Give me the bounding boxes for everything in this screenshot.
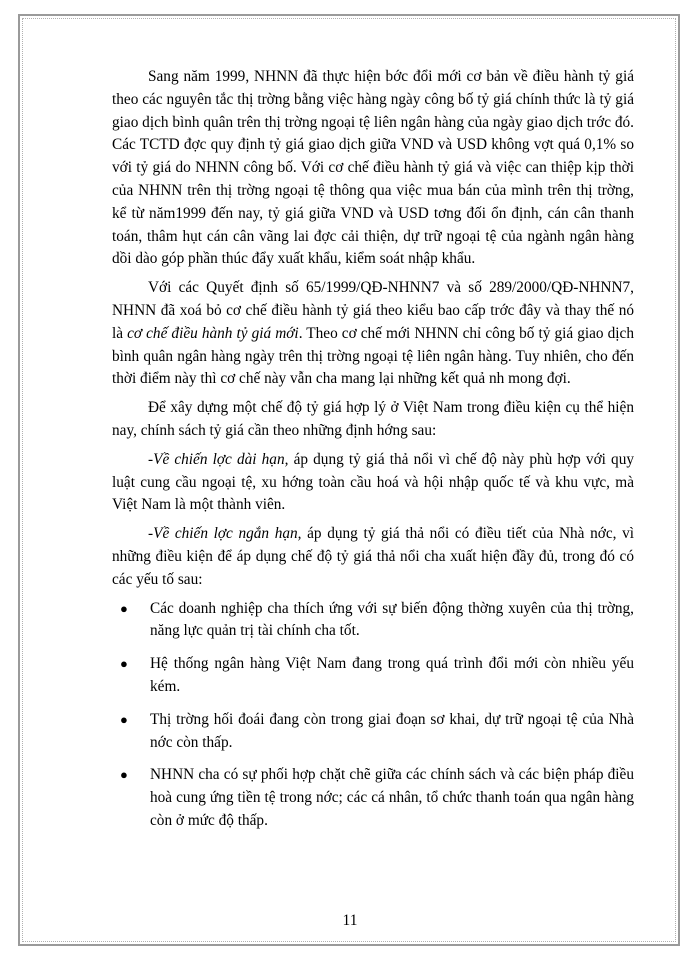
bullet-icon: ● (120, 600, 128, 616)
paragraph-long-term (112, 449, 634, 517)
list-item-text: NHNN cha có sự phối hợp chặt chẽ giữa các chính sách và các biện pháp điều hoà cung ứng tiền tệ trong nớc; các cá nhân, tổ chức thanh toán qua ngân hàng còn ở mức độ thấp. (150, 766, 634, 829)
factor-list (112, 598, 634, 833)
bullet-icon: ● (120, 711, 128, 727)
paragraph-short-term (112, 523, 634, 591)
list-item (112, 653, 634, 699)
short-term-heading: -Về chiến lợc ngắn hạn, (148, 525, 302, 543)
paragraph-orientation: Để xây dựng một chế độ tỷ giá hợp lý ở Việt Nam trong điều kiện cụ thể hiện nay, chính sách tỷ giá cần theo những định hớng sau: (112, 399, 634, 439)
list-item-text: Các doanh nghiệp cha thích ứng với sự biến động thờng xuyên của thị trờng, năng lực quản trị tài chính cha tốt. (150, 599, 634, 640)
list-item-text: Hệ thống ngân hàng Việt Nam đang trong quá trình đổi mới còn nhiều yếu kém. (150, 655, 634, 695)
page-number: 11 (342, 912, 358, 929)
paragraph-exchange-rate-1999: Sang năm 1999, NHNN đã thực hiện bớc đổi mới cơ bản về điều hành tỷ giá theo các nguyên tắc thị trờng bằng việc hàng ngày công bố tỷ giá chính thức là tỷ giá giao dịch bình quân trên thị trờng ngoại tệ liên ngân hàng của ngày giao dịch trớc đó. Các TCTD đợc quy định tỷ giá giao dịch giữa VND và USD không vợt quá 0,1% so với tỷ giá do NHNN công bố. Với cơ chế điều hành tỷ giá và việc can thiệp kịp thời của NHNN trên thị trờng ngoại tệ thông qua việc mua bán của mình trên thị trờng, kể từ năm1999 đến nay, tỷ giá giữa VND và USD tơng đối ổn định, cán cân thanh toán, thâm hụt cán cân vãng lai đợc cải thiện, dự trữ ngoại tệ của ngành ngân hàng dồi dào góp phần thúc đẩy xuất khẩu, kiểm soát nhập khẩu. (112, 68, 634, 268)
long-term-text: áp dụng tỷ giá thả nổi vì chế độ này phù hợp với quy luật cung cầu ngoại tệ, xu hớng toàn cầu hoá và hội nhập quốc tế và khu vực, mà Việt Nam là một thành viên. (112, 450, 635, 514)
list-item (112, 764, 634, 832)
list-item (112, 598, 634, 644)
paragraph-decisions-start: Với các Quyết định số 65/1999/QĐ-NHNN7 và số 289/2000/QĐ-NHNN7, NHNN đã xoá bỏ cơ chế điều hành tỷ giá theo kiểu bao cấp trớc đây và thay thế nó là (112, 279, 634, 342)
short-term-text: áp dụng tỷ giá thả nổi có điều tiết của Nhà nớc, vì những điều kiện để áp dụng chế độ tỷ giá thả nổi cha xuất hiện đầy đủ, trong đó có các yếu tố sau: (112, 525, 635, 588)
list-item (112, 709, 634, 755)
list-item-text: Thị trờng hối đoái đang còn trong giai đoạn sơ khai, dự trữ ngoại tệ của Nhà nớc còn thấp. (150, 710, 634, 751)
long-term-heading: -Về chiến lợc dài hạn, (148, 450, 289, 468)
document-body (112, 66, 634, 843)
bullet-icon: ● (120, 656, 128, 672)
paragraph-decisions-italic: cơ chế điều hành tỷ giá mới (127, 324, 299, 342)
paragraph-decisions-end: . Theo cơ chế mới NHNN chỉ công bố tỷ giá giao dịch bình quân ngân hàng ngày trên thị trờng ngoại tệ liên ngân hàng. Tuy nhiên, cho đến thời điểm này thì cơ chế này vẫn cha mang lại những kết quả nh mong đợi. (112, 324, 634, 388)
paragraph-decisions (112, 277, 634, 391)
bullet-icon: ● (120, 767, 128, 783)
